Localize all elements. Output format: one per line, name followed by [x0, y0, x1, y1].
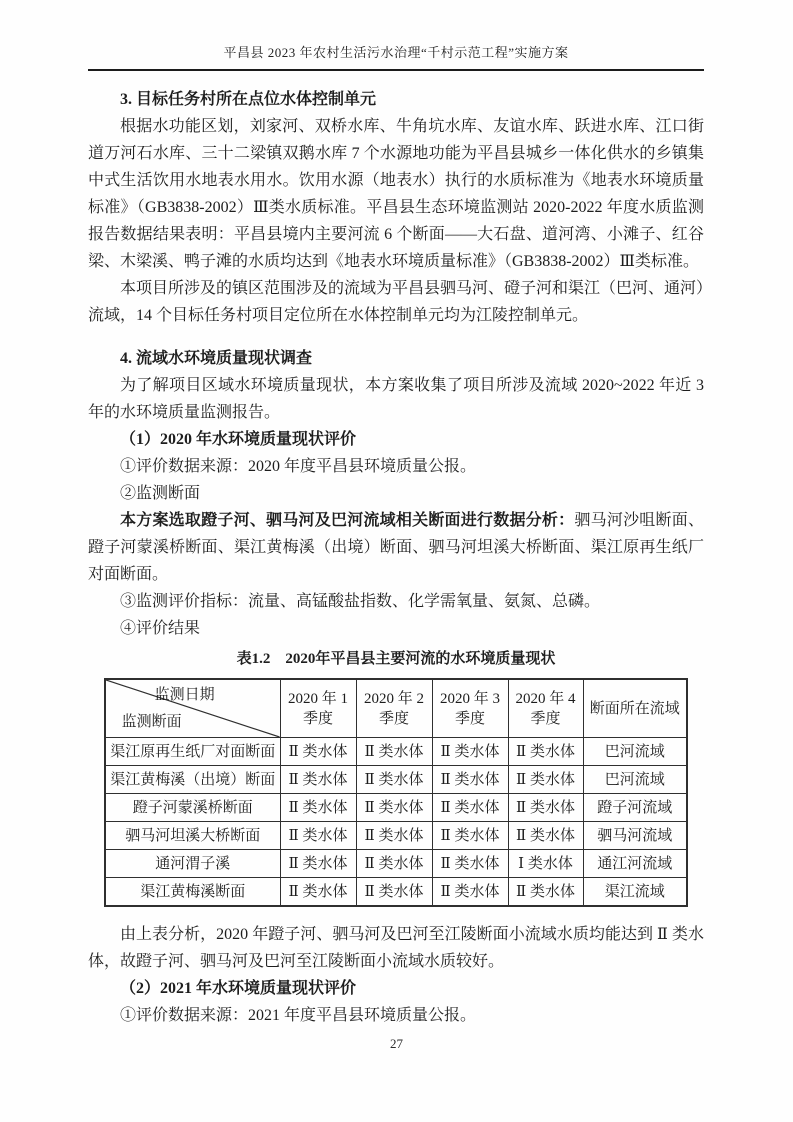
selected-sections-list: 驷马河沙咀断面、蹬子河蒙溪桥断面、渠江黄梅溪（出境）断面、驷马河坦溪大桥断面、渠江原再生纸厂对面断面。	[88, 512, 704, 583]
cell-section-name: 渠江黄梅溪断面	[105, 878, 280, 907]
selected-sections-lead: 本方案选取蹬子河、驷马河及巴河流域相关断面进行数据分析：	[120, 512, 575, 529]
item-evaluation-result: ④评价结果	[120, 620, 201, 637]
cell-section-name: 通河渭子溪	[105, 850, 280, 878]
paragraph-survey-intro: 为了解项目区域水环境质量现状，本方案收集了项目所涉及流域 2020~2022 年近 3 年的水环境质量监测报告。	[88, 377, 704, 421]
cell-q2: Ⅱ 类水体	[356, 794, 432, 822]
subheading-2020-evaluation: （1）2020 年水环境质量现状评价	[120, 431, 357, 448]
cell-q4: Ⅱ 类水体	[508, 822, 583, 850]
cell-basin: 巴河流域	[583, 766, 687, 794]
cell-q2: Ⅱ 类水体	[356, 822, 432, 850]
paragraph-selected-sections	[88, 507, 704, 588]
item-data-source-2021: ①评价数据来源：2021 年度平昌县环境质量公报。	[120, 1007, 477, 1024]
cell-q3: Ⅱ 类水体	[432, 822, 508, 850]
item-data-source-2020: ①评价数据来源：2020 年度平昌县环境质量公报。	[120, 458, 477, 475]
table-row	[105, 794, 687, 822]
cell-q1: Ⅱ 类水体	[280, 878, 356, 907]
column-header-q4: 2020 年 4 季度	[508, 679, 583, 738]
column-header-q1: 2020 年 1 季度	[280, 679, 356, 738]
cell-q4: Ⅰ 类水体	[508, 850, 583, 878]
cell-q1: Ⅱ 类水体	[280, 822, 356, 850]
cell-q2: Ⅱ 类水体	[356, 766, 432, 794]
cell-basin: 渠江流域	[583, 878, 687, 907]
cell-q2: Ⅱ 类水体	[356, 738, 432, 766]
cell-q4: Ⅱ 类水体	[508, 878, 583, 907]
cell-basin: 驷马河流域	[583, 822, 687, 850]
cell-basin: 通江河流域	[583, 850, 687, 878]
subheading-2021-evaluation: （2）2021 年水环境质量现状评价	[120, 980, 357, 997]
table-row	[105, 878, 687, 907]
table-row	[105, 822, 687, 850]
corner-label-date: 监测日期	[154, 687, 215, 703]
cell-q1: Ⅱ 类水体	[280, 794, 356, 822]
item-monitor-sections: ②监测断面	[120, 485, 201, 502]
water-quality-table	[104, 678, 688, 907]
cell-q3: Ⅱ 类水体	[432, 878, 508, 907]
page-number: 27	[390, 1036, 403, 1051]
cell-q2: Ⅱ 类水体	[356, 878, 432, 907]
table-corner-cell	[105, 679, 280, 738]
header-title: 平昌县 2023 年农村生活污水治理“千村示范工程”实施方案	[223, 45, 569, 60]
cell-section-name: 驷马河坦溪大桥断面	[105, 822, 280, 850]
cell-basin: 巴河流域	[583, 738, 687, 766]
column-header-basin: 断面所在流域	[583, 679, 687, 738]
cell-q4: Ⅱ 类水体	[508, 794, 583, 822]
cell-q4: Ⅱ 类水体	[508, 738, 583, 766]
cell-q1: Ⅱ 类水体	[280, 766, 356, 794]
heading-section-3: 3. 目标任务村所在点位水体控制单元	[120, 91, 377, 108]
cell-section-name: 渠江原再生纸厂对面断面	[105, 738, 280, 766]
cell-section-name: 渠江黄梅溪（出境）断面	[105, 766, 280, 794]
cell-q4: Ⅱ 类水体	[508, 766, 583, 794]
table-row	[105, 738, 687, 766]
table-header-row	[105, 679, 687, 738]
cell-q3: Ⅱ 类水体	[432, 738, 508, 766]
cell-q1: Ⅱ 类水体	[280, 850, 356, 878]
cell-q1: Ⅱ 类水体	[280, 738, 356, 766]
table-row	[105, 766, 687, 794]
item-indicators: ③监测评价指标：流量、高锰酸盐指数、化学需氧量、氨氮、总磷。	[120, 593, 601, 610]
column-header-q3: 2020 年 3 季度	[432, 679, 508, 738]
heading-section-4: 4. 流域水环境质量现状调查	[120, 350, 313, 367]
cell-q3: Ⅱ 类水体	[432, 766, 508, 794]
cell-basin: 蹬子河流域	[583, 794, 687, 822]
cell-section-name: 蹬子河蒙溪桥断面	[105, 794, 280, 822]
paragraph-water-sources: 根据水功能区划，刘家河、双桥水库、牛角坑水库、友谊水库、跃进水库、江口街道万河石水库、三十二梁镇双鹅水库 7 个水源地功能为平昌县城乡一体化供水的乡镇集中式生活饮用水地表水用水。饮用水源（地表水）执行的水质标准为《地表水环境质量标准》（GB3838-2002）Ⅲ类水质标准。平昌县生态环境监测站 2020-2022 年度水质监测报告数据结果表明：平昌县境内主要河流 6 个断面——大石盘、道河湾、小滩子、红谷梁、木梁溪、鸭子滩的水质均达到《地表水环境质量标准》（GB3838-2002）Ⅲ类标准。	[88, 118, 704, 270]
document-body	[88, 86, 704, 1029]
paragraph-basins: 本项目所涉及的镇区范围涉及的流域为平昌县驷马河、磴子河和渠江（巴河、通河）流域，14 个目标任务村项目定位所在水体控制单元均为江陵控制单元。	[88, 280, 705, 324]
table-caption: 表1.2 2020年平昌县主要河流的水环境质量现状	[236, 651, 556, 667]
cell-q3: Ⅱ 类水体	[432, 850, 508, 878]
paragraph-table-analysis: 由上表分析，2020 年蹬子河、驷马河及巴河至江陵断面小流域水质均能达到 Ⅱ 类水体，故蹬子河、驷马河及巴河至江陵断面小流域水质较好。	[88, 926, 704, 970]
column-header-q2: 2020 年 2 季度	[356, 679, 432, 738]
table-row	[105, 850, 687, 878]
cell-q3: Ⅱ 类水体	[432, 794, 508, 822]
corner-label-section: 监测断面	[121, 714, 182, 730]
page-header	[88, 42, 704, 71]
cell-q2: Ⅱ 类水体	[356, 850, 432, 878]
